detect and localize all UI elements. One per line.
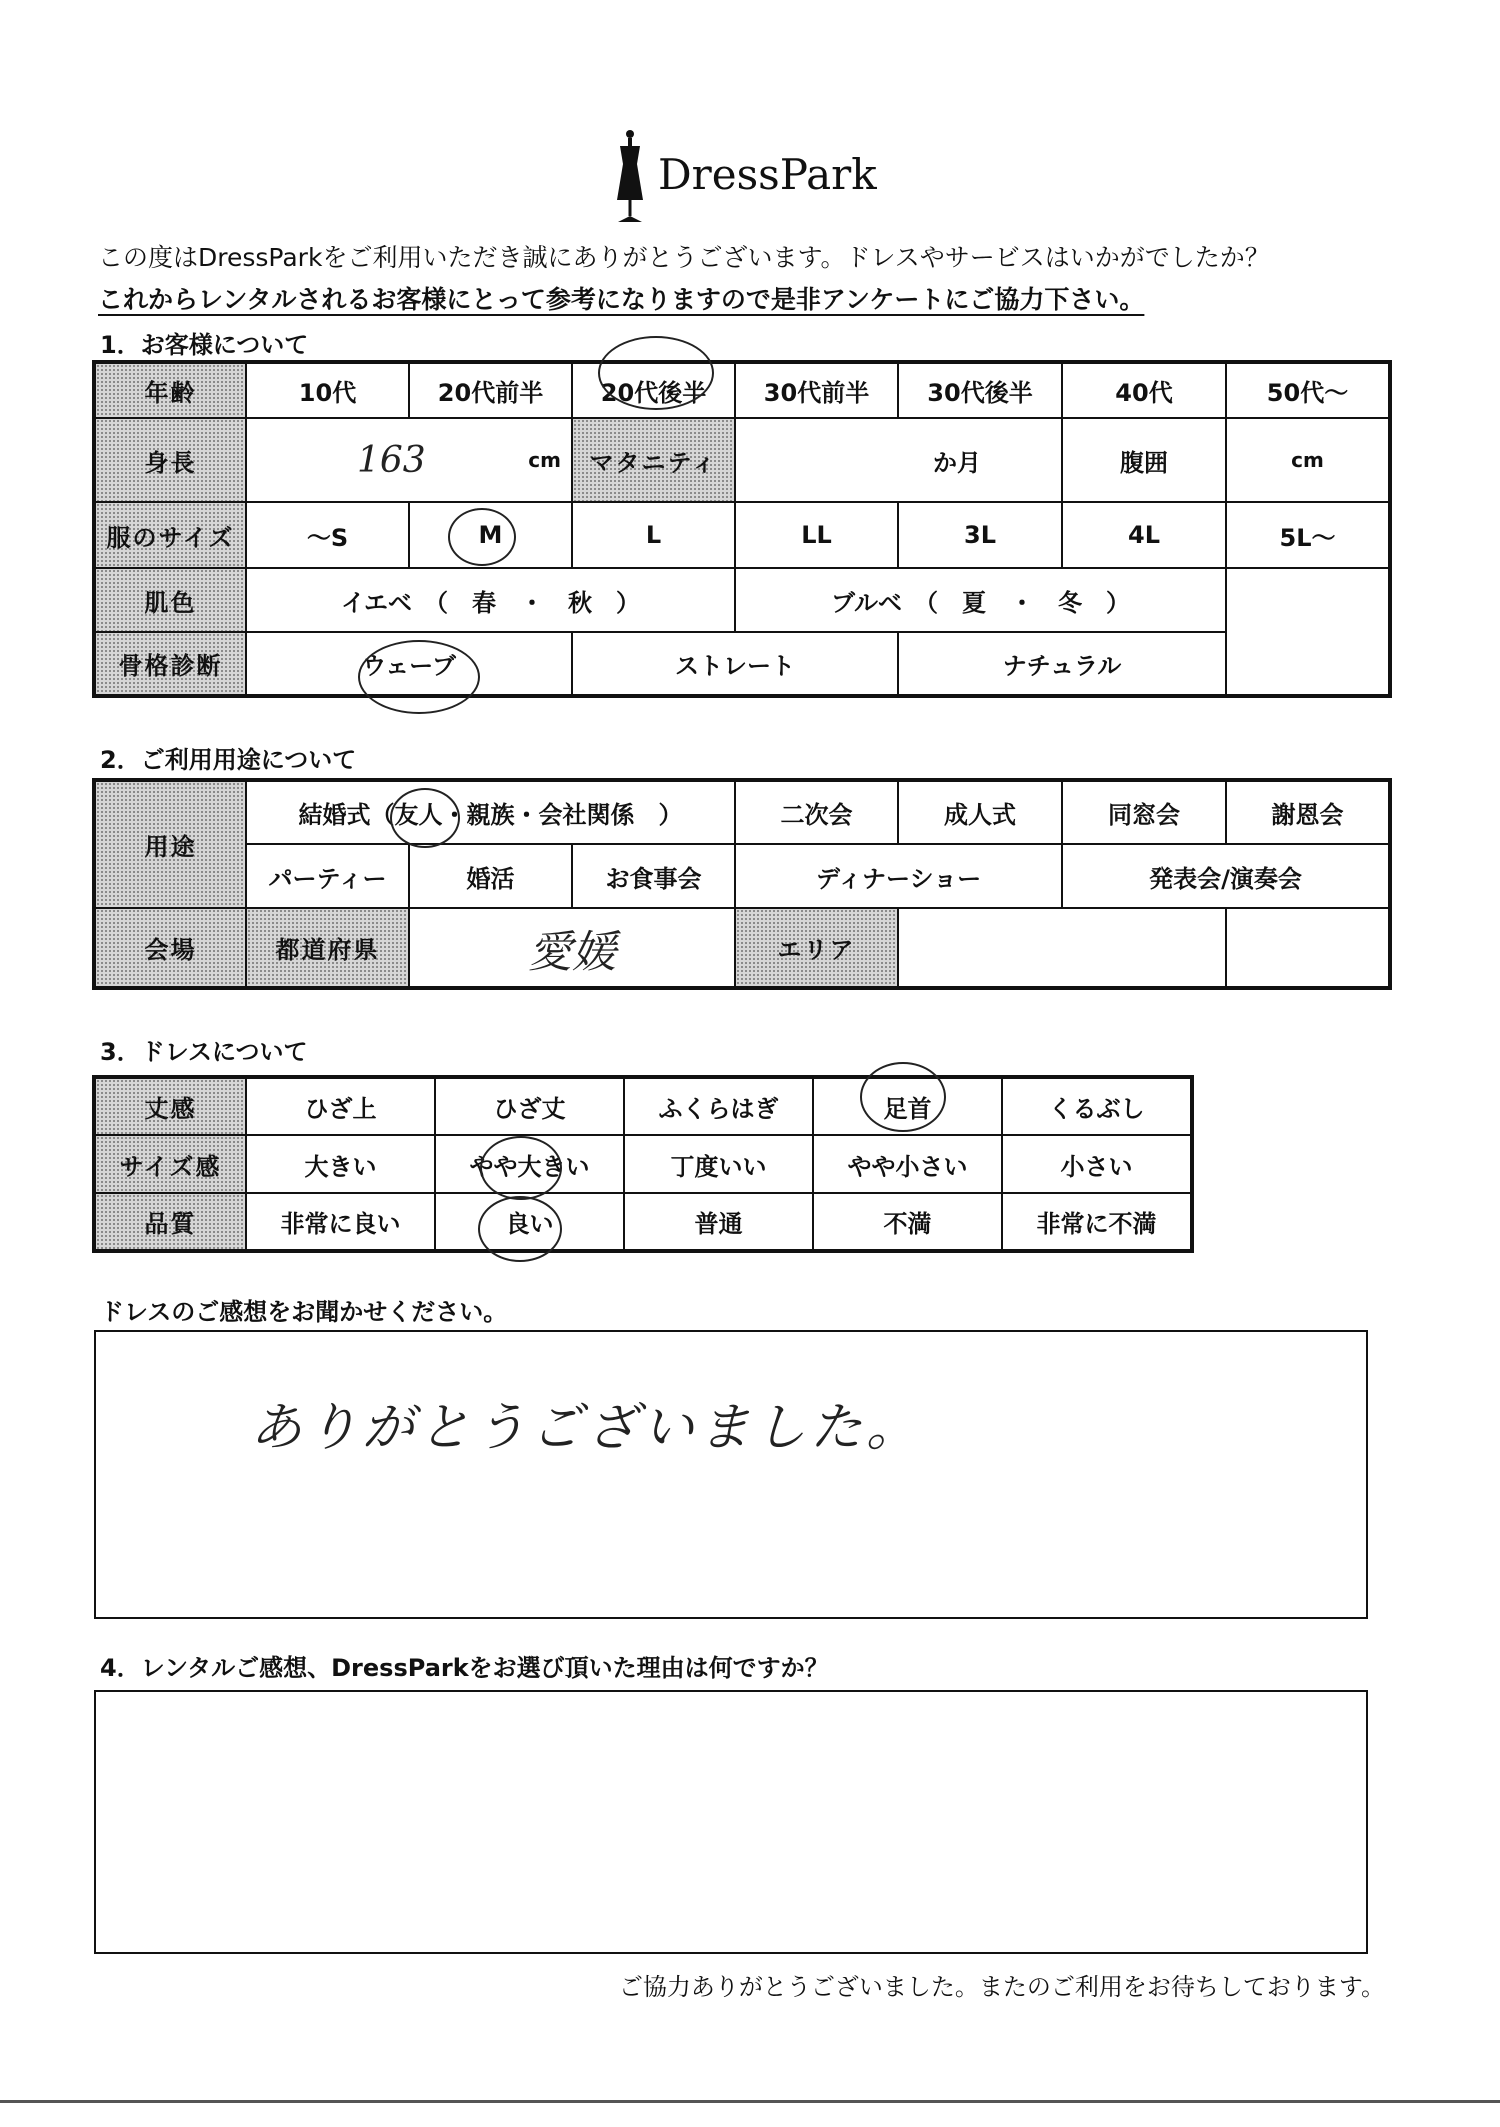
frame-label: 骨格診断 xyxy=(94,632,246,696)
reason-textarea[interactable] xyxy=(94,1690,1368,1954)
footer-thanks: ご協力ありがとうございました。またのご利用をお待ちしております。 xyxy=(618,1973,1385,2001)
purpose-option[interactable]: 成人式 xyxy=(898,780,1062,844)
waist-label: 腹囲 xyxy=(1062,418,1226,502)
age-option[interactable]: 10代 xyxy=(246,362,409,418)
age-option[interactable]: 20代前半 xyxy=(409,362,572,418)
quality-label: 品質 xyxy=(94,1193,246,1251)
age-option[interactable]: 50代～ xyxy=(1226,362,1390,418)
frame-option-selected[interactable]: ウェーブ xyxy=(246,632,572,696)
purpose-option[interactable]: 二次会 xyxy=(735,780,898,844)
age-option[interactable]: 30代前半 xyxy=(735,362,898,418)
customer-table xyxy=(92,360,1392,698)
purpose-option[interactable]: お食事会 xyxy=(572,844,735,908)
age-option[interactable]: 30代後半 xyxy=(898,362,1062,418)
fit-row xyxy=(94,1135,1192,1193)
purpose-option[interactable]: 同窓会 xyxy=(1062,780,1226,844)
impression-textarea[interactable] xyxy=(94,1330,1368,1619)
height-value: 163 xyxy=(357,439,426,481)
frame-option[interactable]: ナチュラル xyxy=(898,632,1226,696)
length-option[interactable]: ひざ丈 xyxy=(435,1077,624,1135)
skin-label: 肌色 xyxy=(94,568,246,632)
size-selection-circle xyxy=(448,508,516,566)
intro-request: これからレンタルされるお客様にとって参考になりますので是非アンケートにご協力下さい。 xyxy=(98,285,1145,314)
size-option[interactable]: 5L～ xyxy=(1226,502,1390,568)
quality-option-selected[interactable]: 良い xyxy=(435,1193,624,1251)
length-option[interactable]: ふくらはぎ xyxy=(624,1077,813,1135)
height-row xyxy=(94,418,1390,502)
age-row xyxy=(94,362,1390,418)
purpose-option[interactable]: 婚活 xyxy=(409,844,572,908)
purpose-table xyxy=(92,778,1392,990)
fit-option[interactable]: 小さい xyxy=(1002,1135,1192,1193)
wedding-friend-selected[interactable]: 友人 xyxy=(394,801,443,829)
age-option-selected[interactable]: 20代後半 xyxy=(572,362,735,418)
purpose-option[interactable]: ディナーショー xyxy=(735,844,1062,908)
purpose-option[interactable]: パーティー xyxy=(246,844,409,908)
purpose-label: 用途 xyxy=(94,780,246,908)
quality-selection-circle xyxy=(478,1196,562,1262)
fit-option[interactable]: やや小さい xyxy=(813,1135,1002,1193)
length-option[interactable]: くるぶし xyxy=(1002,1077,1192,1135)
fit-option[interactable]: 丁度いい xyxy=(624,1135,813,1193)
logo-text: DressPark xyxy=(658,150,877,199)
quality-option[interactable]: 普通 xyxy=(624,1193,813,1251)
frame-option[interactable]: ストレート xyxy=(572,632,898,696)
blank-cell xyxy=(1226,908,1390,988)
age-option[interactable]: 40代 xyxy=(1062,362,1226,418)
venue-label: 会場 xyxy=(94,908,246,988)
section2-title: 2．ご利用用途について xyxy=(100,746,357,774)
frame-row xyxy=(94,632,1390,696)
size-option[interactable]: ～S xyxy=(246,502,409,568)
wedding-rest: ・親族・会社関係 ） xyxy=(442,801,683,829)
length-label: 丈感 xyxy=(94,1077,246,1135)
frame-selection-circle xyxy=(358,640,480,714)
fit-label: サイズ感 xyxy=(94,1135,246,1193)
age-selection-circle xyxy=(598,336,714,410)
waist-unit[interactable]: cm xyxy=(1226,418,1390,502)
maternity-label: マタニティ xyxy=(572,418,735,502)
dress-form-icon xyxy=(610,128,650,228)
blank-cell xyxy=(1226,632,1390,696)
section3-title: 3．ドレスについて xyxy=(100,1038,308,1066)
purpose-row-1 xyxy=(94,780,1390,844)
blank-cell xyxy=(1226,568,1390,632)
height-label: 身長 xyxy=(94,418,246,502)
wedding-prefix: 結婚式（ xyxy=(298,801,395,829)
fit-selection-circle xyxy=(480,1136,562,1200)
quality-option[interactable]: 非常に不満 xyxy=(1002,1193,1192,1251)
dress-table xyxy=(92,1075,1194,1253)
scan-edge-line xyxy=(0,2100,1500,2103)
purpose-option[interactable]: 発表会/演奏会 xyxy=(1062,844,1390,908)
impression-handwritten: ありがとうございました。 xyxy=(250,1398,923,1458)
impression-label: ドレスのご感想をお聞かせください。 xyxy=(100,1298,508,1326)
area-label: エリア xyxy=(735,908,898,988)
area-value[interactable] xyxy=(898,908,1226,988)
friend-selection-circle xyxy=(390,788,460,848)
quality-row xyxy=(94,1193,1192,1251)
purpose-row-2 xyxy=(94,844,1390,908)
size-label: 服のサイズ xyxy=(94,502,246,568)
skin-blue-base[interactable]: ブルベ （ 夏 ・ 冬 ） xyxy=(735,568,1226,632)
venue-row xyxy=(94,908,1390,988)
size-option[interactable]: LL xyxy=(735,502,898,568)
length-option[interactable]: ひざ上 xyxy=(246,1077,435,1135)
skin-row xyxy=(94,568,1390,632)
prefecture-label: 都道府県 xyxy=(246,908,409,988)
quality-option[interactable]: 非常に良い xyxy=(246,1193,435,1251)
size-option[interactable]: 4L xyxy=(1062,502,1226,568)
prefecture-value[interactable]: 愛媛 xyxy=(409,908,735,988)
size-option-selected[interactable]: M xyxy=(409,502,572,568)
length-row xyxy=(94,1077,1192,1135)
size-option[interactable]: L xyxy=(572,502,735,568)
height-cell[interactable] xyxy=(246,418,572,502)
section4-title: 4．レンタルご感想、DressParkをお選び頂いた理由は何ですか？ xyxy=(100,1654,829,1682)
maternity-months[interactable]: か月 xyxy=(735,418,1062,502)
length-option-selected[interactable]: 足首 xyxy=(813,1077,1002,1135)
dresspark-logo xyxy=(610,128,877,228)
wedding-option[interactable] xyxy=(246,780,735,844)
age-label: 年齢 xyxy=(94,362,246,418)
length-selection-circle xyxy=(860,1062,946,1132)
size-row xyxy=(94,502,1390,568)
height-unit: cm xyxy=(528,448,561,472)
purpose-option[interactable]: 謝恩会 xyxy=(1226,780,1390,844)
fit-option[interactable]: 大きい xyxy=(246,1135,435,1193)
size-option[interactable]: 3L xyxy=(898,502,1062,568)
fit-option-selected[interactable]: やや大きい xyxy=(435,1135,624,1193)
section1-title: 1．お客様について xyxy=(100,331,309,359)
quality-option[interactable]: 不満 xyxy=(813,1193,1002,1251)
skin-yellow-base[interactable]: イエベ （ 春 ・ 秋 ） xyxy=(246,568,735,632)
intro-text: この度はDressParkをご利用いただき誠にありがとうございます。ドレスやサービスはいかがでしたか？ xyxy=(98,243,1270,272)
